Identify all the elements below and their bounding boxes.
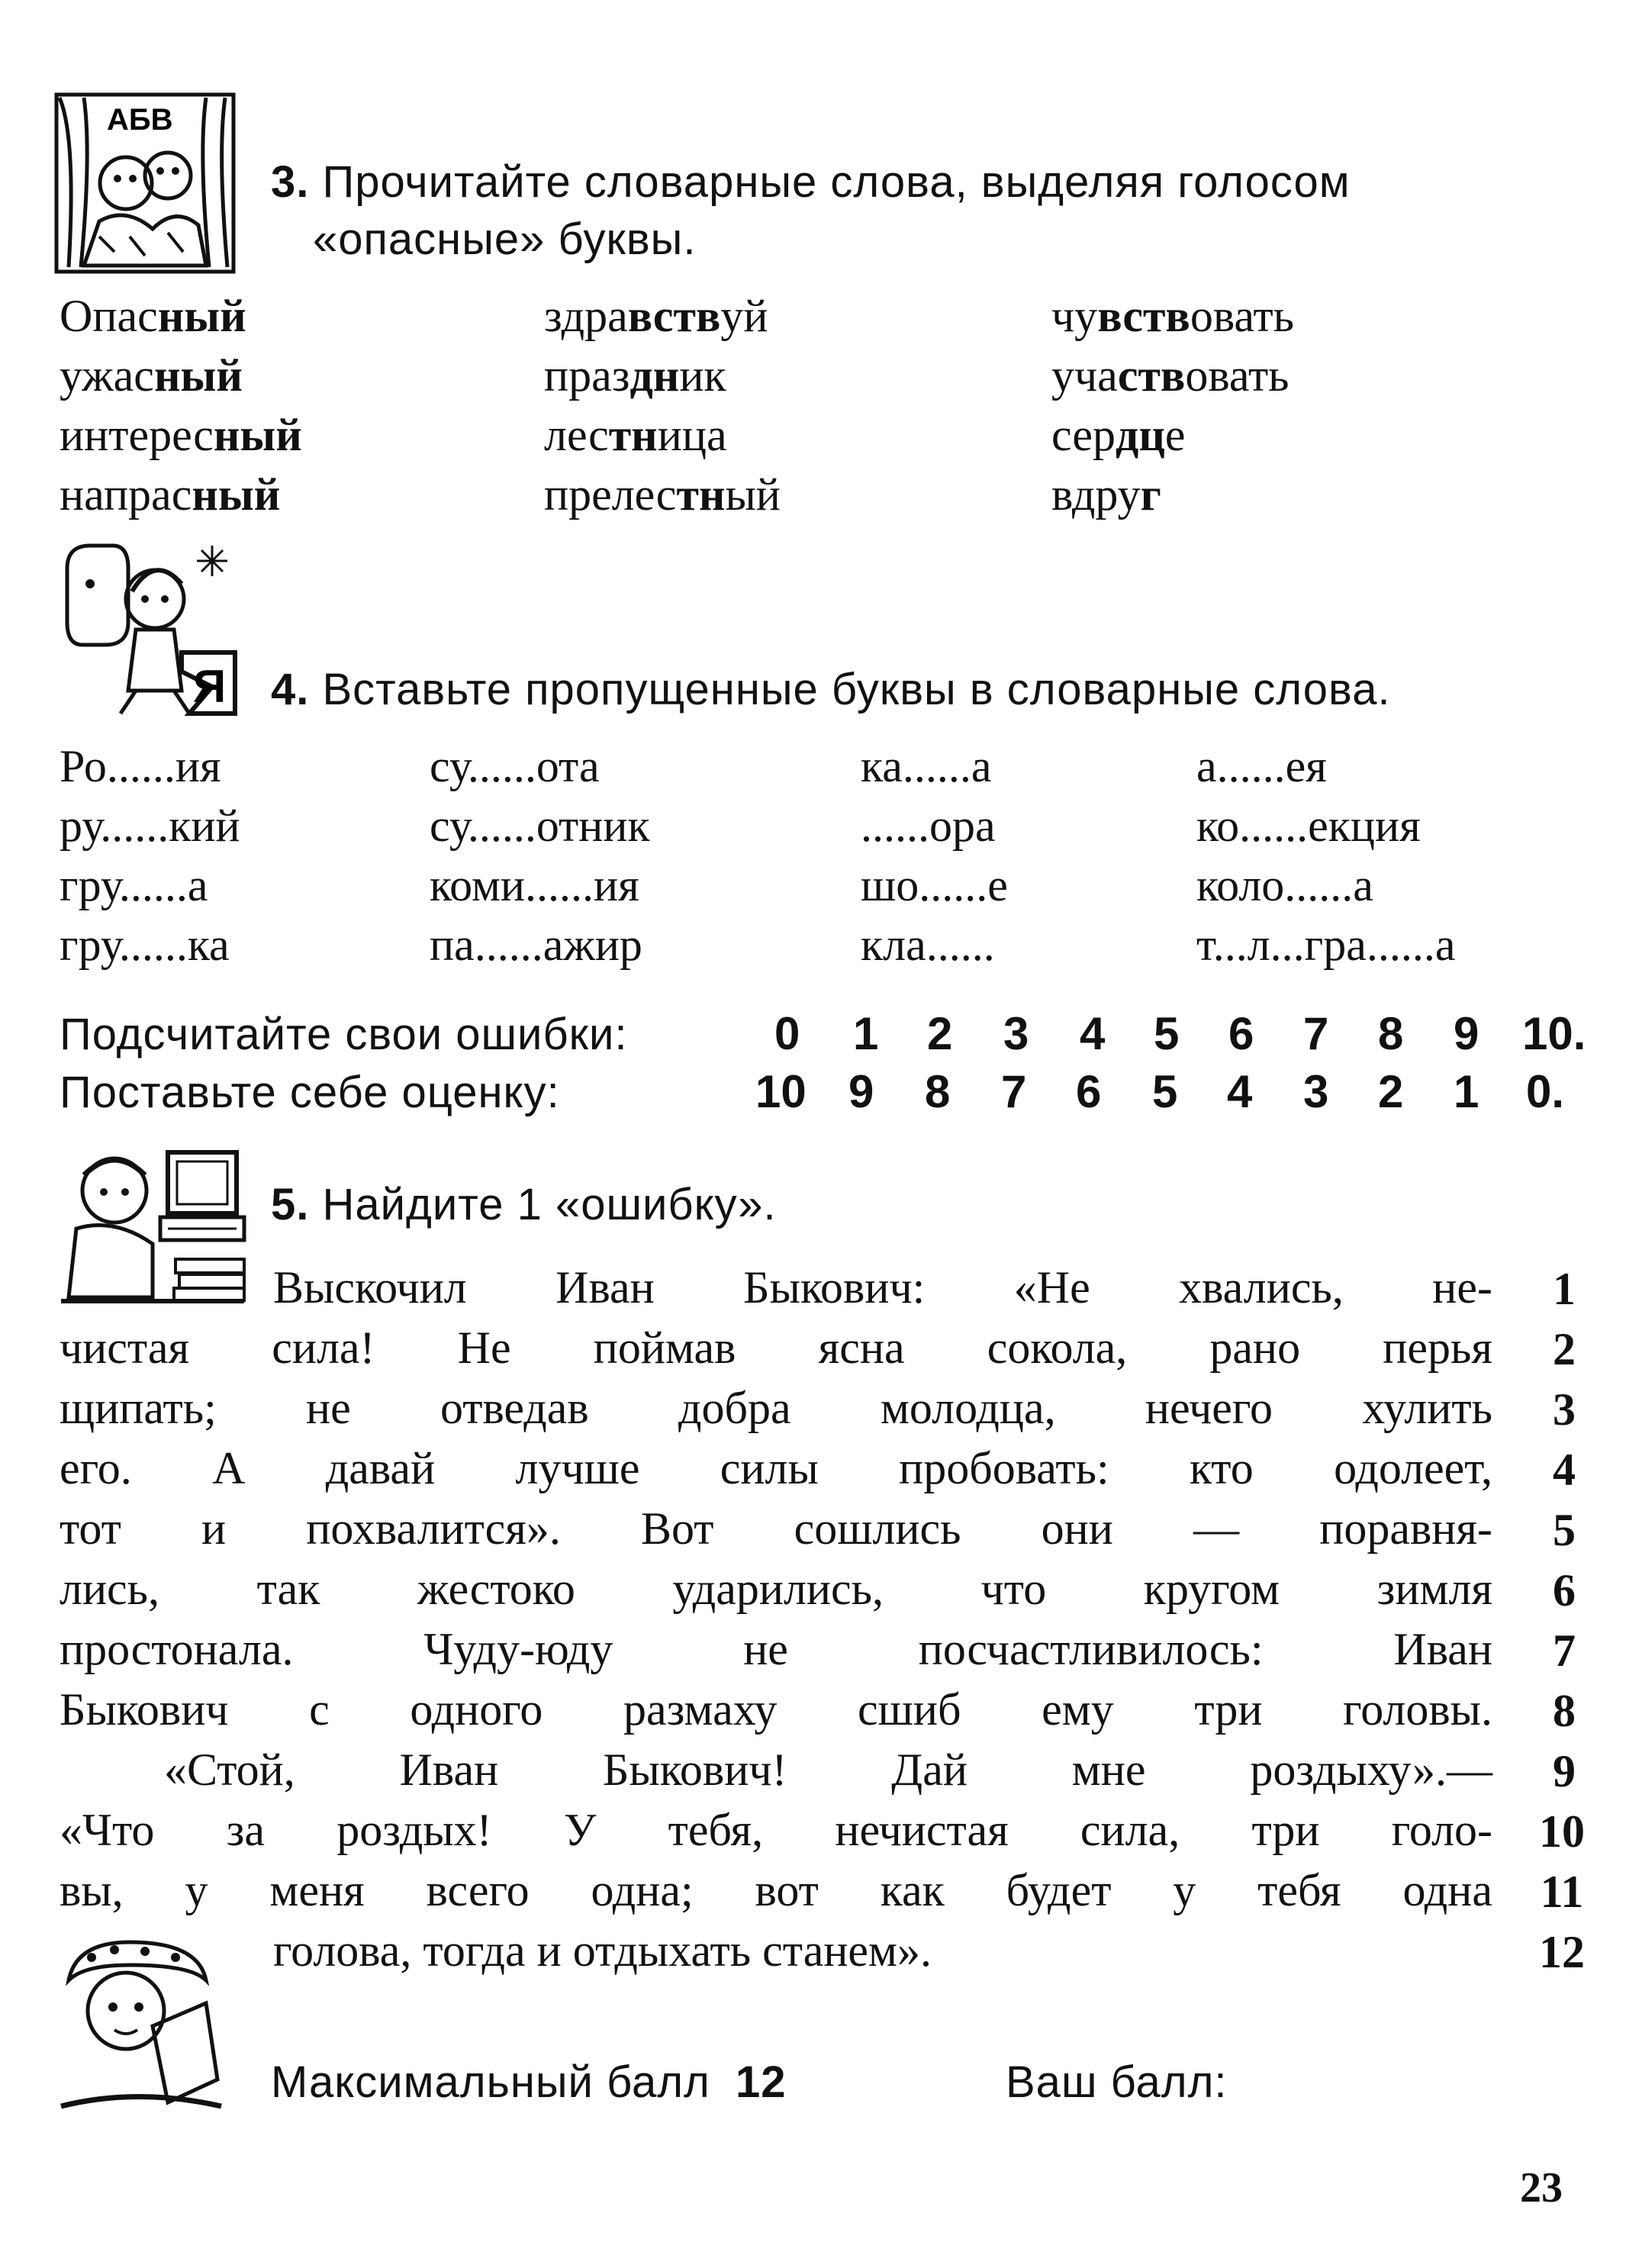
task4-word: ......ора [861,801,996,851]
task3-word: участвовать [1051,350,1289,401]
max-score-label: Максимальный балл [271,2057,710,2107]
task3-word: чувствовать [1051,291,1295,341]
grade-value: 0. [1526,1066,1565,1117]
errors-label: Подсчитайте свои ошибки: [60,1010,628,1059]
grade-value: 6 [1076,1066,1102,1117]
task3-word: праздник [544,350,726,401]
task4-word: су......ота [430,741,600,791]
error-count: 2 [927,1008,953,1059]
line-number: 3 [1553,1384,1576,1435]
story-line: «Что за роздых! У тебя, нечистая сила, три голо- [60,1805,1492,1855]
task4-title [271,664,1391,715]
svg-text:Я: Я [193,661,227,712]
task4-word: кла...... [861,920,995,970]
task3-title-line2: «опасные» буквы. [313,214,697,264]
task3-word: напрасный [60,469,281,520]
story-line: его. А давай лучше силы пробовать: кто одолеет, [60,1443,1492,1493]
error-count: 4 [1080,1008,1106,1059]
line-number: 10 [1539,1806,1585,1857]
story-line: Выскочил Иван Быкович: «Не хвались, не- [273,1262,1492,1313]
task3-title [271,156,1351,208]
task4-word: ка......а [861,741,992,791]
task4-column-3 [861,736,1008,975]
story-line: чистая сила! Не поймав ясна сокола, рано перья [60,1322,1492,1373]
story-line: лись, так жестоко ударились, что кругом зимля [60,1564,1492,1614]
story-line: вы, у меня всего одна; вот как будет у тебя одна [60,1865,1492,1915]
task3-number: 3. [271,157,310,207]
story-line: щипать; не отведав добра молодца, нечего хулить [60,1383,1492,1433]
task4-column-2 [430,736,650,975]
error-count: 8 [1378,1008,1404,1059]
girl-book-illustration [53,1935,237,2118]
task4-word: ко......екция [1196,801,1421,851]
line-number: 7 [1553,1625,1576,1676]
story-line: тот и похвалится». Вот сошлись они — поравня- [60,1503,1492,1554]
task4-column-1 [60,736,240,975]
grade-value: 3 [1303,1066,1329,1117]
task5-title [271,1179,777,1230]
task4-word: а......ея [1196,741,1327,791]
error-count: 3 [1003,1008,1029,1059]
letters-gnome-illustration [60,538,243,721]
max-score-value: 12 [736,2057,787,2107]
line-number: 2 [1553,1324,1576,1374]
task3-column-2 [544,286,781,524]
task4-word: шо......е [861,860,1008,910]
grade-value: 5 [1152,1066,1178,1117]
task4-word: су......отник [430,801,650,851]
your-score-label: Ваш балл: [1006,2057,1228,2107]
grade-value: 1 [1454,1066,1479,1117]
task3-word: здравствуй [544,291,768,341]
grade-value: 2 [1378,1066,1404,1117]
task3-word: вдруг [1051,469,1161,520]
task3-word: прелестный [544,469,781,520]
task3-words [60,286,1586,530]
task3-word: лестница [544,410,727,460]
grade-value: 9 [848,1066,874,1117]
error-count: 10. [1522,1008,1586,1059]
story-line: голова, тогда и отдыхать станем». [273,1925,932,1976]
task4-word: Ро......ия [60,741,221,791]
task3-column-3 [1051,286,1294,524]
task4-word: коло......а [1196,860,1373,910]
task4-word: гру......ка [60,920,230,970]
line-number: 5 [1553,1505,1576,1555]
story-line: «Стой, Иван Быкович! Дай мне роздыху».— [164,1744,1492,1795]
grade-label: Поставьте себе оценку: [60,1068,560,1117]
line-number: 12 [1539,1927,1585,1977]
line-number: 6 [1553,1565,1576,1616]
grade-value: 8 [925,1066,951,1117]
boy-computer-illustration [53,1145,252,1309]
story-line: Быкович с одного размаху сшиб ему три головы. [60,1684,1492,1735]
page-number: 23 [1520,2164,1563,2212]
task3-word: Опасный [60,291,246,341]
task4-word: т...л...гра......а [1196,920,1456,970]
grade-value: 7 [1001,1066,1027,1117]
task3-column-1 [60,286,302,524]
task4-word: ру......кий [60,801,240,851]
story-line: простонала. Чуду-юду не посчастливилось: Иван [60,1624,1492,1674]
task4-column-4 [1196,736,1456,975]
error-count: 9 [1454,1008,1479,1059]
line-number: 9 [1553,1746,1576,1796]
task3-word: сердце [1051,410,1186,460]
task4-words [60,736,1586,981]
error-count: 1 [853,1008,879,1059]
scoring-table [0,1000,1642,1137]
grade-value: 4 [1227,1066,1253,1117]
task5-number: 5. [271,1180,310,1229]
line-number: 1 [1553,1264,1576,1314]
error-count: 0 [774,1008,800,1059]
task4-word: гру......а [60,860,208,910]
task5-text: Найдите 1 «ошибку». [322,1180,777,1229]
task3-word: интересный [60,410,302,460]
line-number: 11 [1540,1867,1584,1917]
task4-word: коми......ия [430,860,639,910]
error-count: 6 [1228,1008,1254,1059]
grade-value: 10 [755,1066,807,1117]
line-number: 8 [1553,1686,1576,1736]
error-count: 5 [1154,1008,1180,1059]
error-count: 7 [1303,1008,1329,1059]
theater-children-illustration [53,92,237,275]
line-number: 4 [1553,1445,1576,1495]
task3-text-line1: Прочитайте словарные слова, выделяя голосом [322,157,1351,207]
task4-word: па......ажир [430,920,642,970]
task4-text: Вставьте пропущенные буквы в словарные слова. [322,665,1391,714]
task4-number: 4. [271,665,310,714]
svg-text:АБВ: АБВ [107,103,173,137]
max-score [271,2057,787,2108]
task3-word: ужасный [60,350,243,401]
